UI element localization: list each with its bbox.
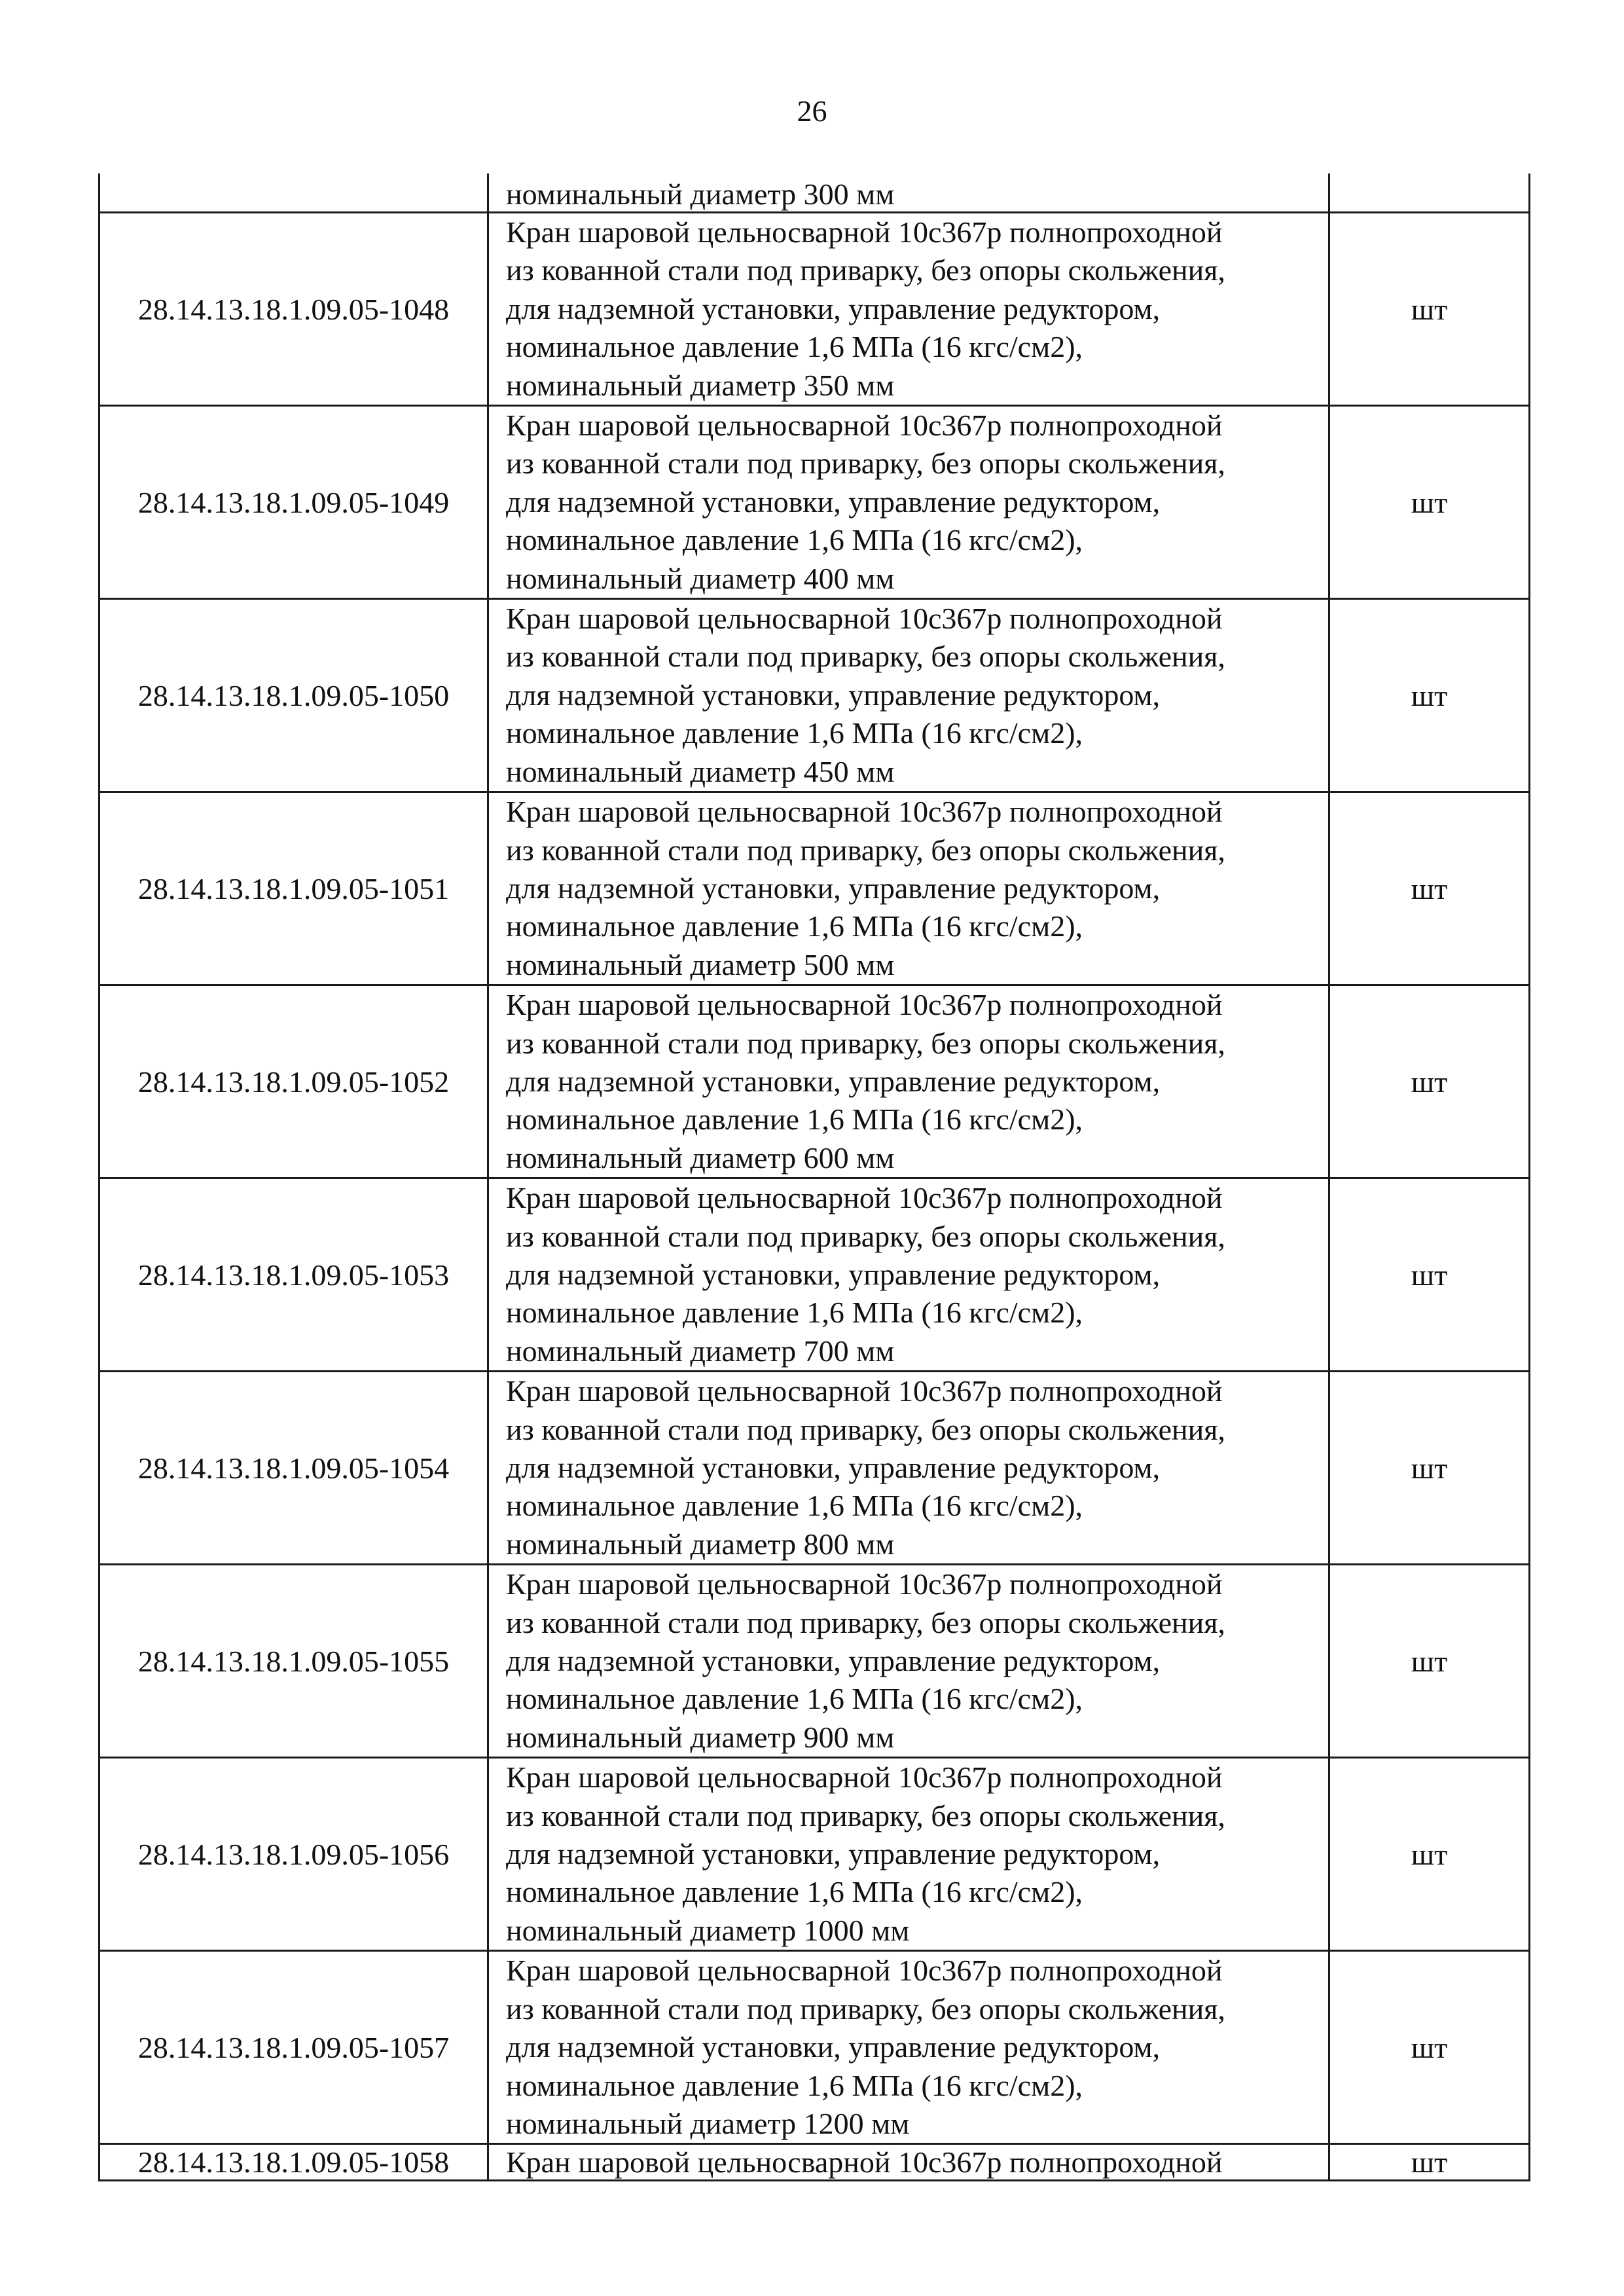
description-line: Кран шаровой цельносварной 10с367р полнопроходной xyxy=(506,1567,1223,1601)
description-line: номинальное давление 1,6 МПа (16 кгс/см2), xyxy=(506,1102,1083,1137)
description-line: из кованной стали под приварку, без опоры скольжения, xyxy=(506,1219,1225,1253)
resource-code-cell: 28.14.13.18.1.09.05-1053 xyxy=(99,1178,488,1372)
description-line: номинальный диаметр 1000 мм xyxy=(506,1913,910,1947)
unit-cell: шт xyxy=(1329,792,1530,985)
unit-cell: шт xyxy=(1329,1178,1530,1372)
description-line: номинальное давление 1,6 МПа (16 кгс/см2), xyxy=(506,2068,1083,2102)
description-line: для надземной установки, управление редуктором, xyxy=(506,871,1161,905)
unit-cell: шт xyxy=(1329,213,1530,406)
description-line: номинальный диаметр 450 мм xyxy=(506,754,895,788)
description-line: номинальное давление 1,6 МПа (16 кгс/см2), xyxy=(506,1489,1083,1523)
table-row xyxy=(99,406,1530,599)
unit-cell: шт xyxy=(1329,1372,1530,1565)
description-line: номинальное давление 1,6 МПа (16 кгс/см2), xyxy=(506,523,1083,557)
table-row xyxy=(99,1951,1530,2144)
description-line: номинальный диаметр 350 мм xyxy=(506,368,895,402)
unit-cell: шт xyxy=(1329,985,1530,1178)
description-line: для надземной установки, управление редуктором, xyxy=(506,1451,1161,1484)
description-line: Кран шаровой цельносварной 10с367р полнопроходной xyxy=(506,1374,1223,1408)
table-row xyxy=(99,2144,1530,2181)
table-body xyxy=(99,173,1530,2181)
resource-code-cell: 28.14.13.18.1.09.05-1056 xyxy=(99,1758,488,1951)
description-line: номинальное давление 1,6 МПа (16 кгс/см2), xyxy=(506,1875,1083,1909)
description-line: номинальное давление 1,6 МПа (16 кгс/см2), xyxy=(506,1682,1083,1716)
unit-cell: шт xyxy=(1329,406,1530,599)
description-line: Кран шаровой цельносварной 10с367р полнопроходной xyxy=(506,215,1223,249)
description-line: из кованной стали под приварку, без опоры скольжения, xyxy=(506,833,1225,867)
description-cell xyxy=(488,1758,1329,1951)
description-line: номинальный диаметр 300 мм xyxy=(506,177,895,211)
resource-table xyxy=(98,173,1530,2181)
description-line: из кованной стали под приварку, без опоры скольжения, xyxy=(506,1798,1225,1832)
description-cell xyxy=(488,406,1329,599)
description-line: номинальный диаметр 500 мм xyxy=(506,947,895,981)
description-line: номинальное давление 1,6 МПа (16 кгс/см2), xyxy=(506,716,1083,750)
description-line: для надземной установки, управление редуктором, xyxy=(506,1837,1161,1871)
description-cell xyxy=(488,1565,1329,1758)
table-row xyxy=(99,599,1530,792)
description-cell xyxy=(488,1372,1329,1565)
description-line: для надземной установки, управление редуктором, xyxy=(506,1064,1161,1098)
resource-code-cell: 28.14.13.18.1.09.05-1049 xyxy=(99,406,488,599)
unit-cell: шт xyxy=(1329,599,1530,792)
description-line: Кран шаровой цельносварной 10с367р полнопроходной xyxy=(506,795,1223,829)
description-cell xyxy=(488,213,1329,406)
table-row xyxy=(99,792,1530,985)
resource-code-cell: 28.14.13.18.1.09.05-1057 xyxy=(99,1951,488,2144)
description-line: номинальное давление 1,6 МПа (16 кгс/см2), xyxy=(506,909,1083,943)
description-line: для надземной установки, управление редуктором, xyxy=(506,1644,1161,1678)
resource-code-cell: 28.14.13.18.1.09.05-1058 xyxy=(99,2144,488,2181)
description-line: Кран шаровой цельносварной 10с367р полнопроходной xyxy=(506,1760,1223,1795)
description-line: из кованной стали под приварку, без опоры скольжения, xyxy=(506,1412,1225,1446)
description-line: для надземной установки, управление редуктором, xyxy=(506,2030,1161,2064)
description-cell xyxy=(488,2144,1329,2181)
resource-code-cell: 28.14.13.18.1.09.05-1054 xyxy=(99,1372,488,1565)
table-row xyxy=(99,1758,1530,1951)
table-row xyxy=(99,985,1530,1178)
description-line: номинальный диаметр 1200 мм xyxy=(506,2106,910,2140)
description-line: из кованной стали под приварку, без опоры скольжения, xyxy=(506,446,1225,481)
description-line: из кованной стали под приварку, без опоры скольжения, xyxy=(506,1992,1225,2026)
description-line: из кованной стали под приварку, без опоры скольжения, xyxy=(506,640,1225,674)
unit-cell: шт xyxy=(1329,1758,1530,1951)
description-line: Кран шаровой цельносварной 10с367р полнопроходной xyxy=(506,1954,1223,1988)
description-line: номинальный диаметр 700 мм xyxy=(506,1334,895,1368)
description-line: Кран шаровой цельносварной 10с367р полнопроходной xyxy=(506,1181,1223,1215)
unit-cell: шт xyxy=(1329,1951,1530,2144)
description-line: номинальное давление 1,6 МПа (16 кгс/см2), xyxy=(506,1296,1083,1330)
description-line: для надземной установки, управление редуктором, xyxy=(506,1257,1161,1291)
resource-code-cell: 28.14.13.18.1.09.05-1050 xyxy=(99,599,488,792)
description-cell xyxy=(488,599,1329,792)
description-line: для надземной установки, управление редуктором, xyxy=(506,484,1161,519)
description-line: Кран шаровой цельносварной 10с367р полнопроходной xyxy=(506,409,1223,443)
description-line: из кованной стали под приварку, без опоры скольжения, xyxy=(506,1026,1225,1060)
description-cell xyxy=(488,173,1329,213)
resource-code-cell xyxy=(99,173,488,213)
description-line: из кованной стали под приварку, без опоры скольжения, xyxy=(506,253,1225,287)
table-row xyxy=(99,173,1530,213)
page-number: 26 xyxy=(797,94,827,128)
description-line: номинальный диаметр 900 мм xyxy=(506,1720,895,1754)
description-line: номинальный диаметр 600 мм xyxy=(506,1140,895,1175)
description-cell xyxy=(488,792,1329,985)
description-cell xyxy=(488,1178,1329,1372)
description-line: Кран шаровой цельносварной 10с367р полнопроходной xyxy=(506,988,1223,1022)
unit-cell xyxy=(1329,173,1530,213)
description-line: номинальный диаметр 800 мм xyxy=(506,1527,895,1561)
description-line: из кованной стали под приварку, без опоры скольжения, xyxy=(506,1605,1225,1639)
description-line: для надземной установки, управление редуктором, xyxy=(506,291,1161,325)
unit-cell: шт xyxy=(1329,2144,1530,2181)
resource-code-cell: 28.14.13.18.1.09.05-1051 xyxy=(99,792,488,985)
unit-cell: шт xyxy=(1329,1565,1530,1758)
table-row xyxy=(99,1565,1530,1758)
description-line: номинальное давление 1,6 МПа (16 кгс/см2), xyxy=(506,330,1083,364)
description-line: для надземной установки, управление редуктором, xyxy=(506,678,1161,712)
resource-code-cell: 28.14.13.18.1.09.05-1055 xyxy=(99,1565,488,1758)
description-line: Кран шаровой цельносварной 10с367р полнопроходной xyxy=(506,2145,1223,2179)
table-row xyxy=(99,1372,1530,1565)
resource-code-cell: 28.14.13.18.1.09.05-1052 xyxy=(99,985,488,1178)
description-cell xyxy=(488,985,1329,1178)
resource-code-cell: 28.14.13.18.1.09.05-1048 xyxy=(99,213,488,406)
description-line: Кран шаровой цельносварной 10с367р полнопроходной xyxy=(506,602,1223,636)
description-line: номинальный диаметр 400 мм xyxy=(506,561,895,595)
description-cell xyxy=(488,1951,1329,2144)
table-row xyxy=(99,213,1530,406)
table-row xyxy=(99,1178,1530,1372)
